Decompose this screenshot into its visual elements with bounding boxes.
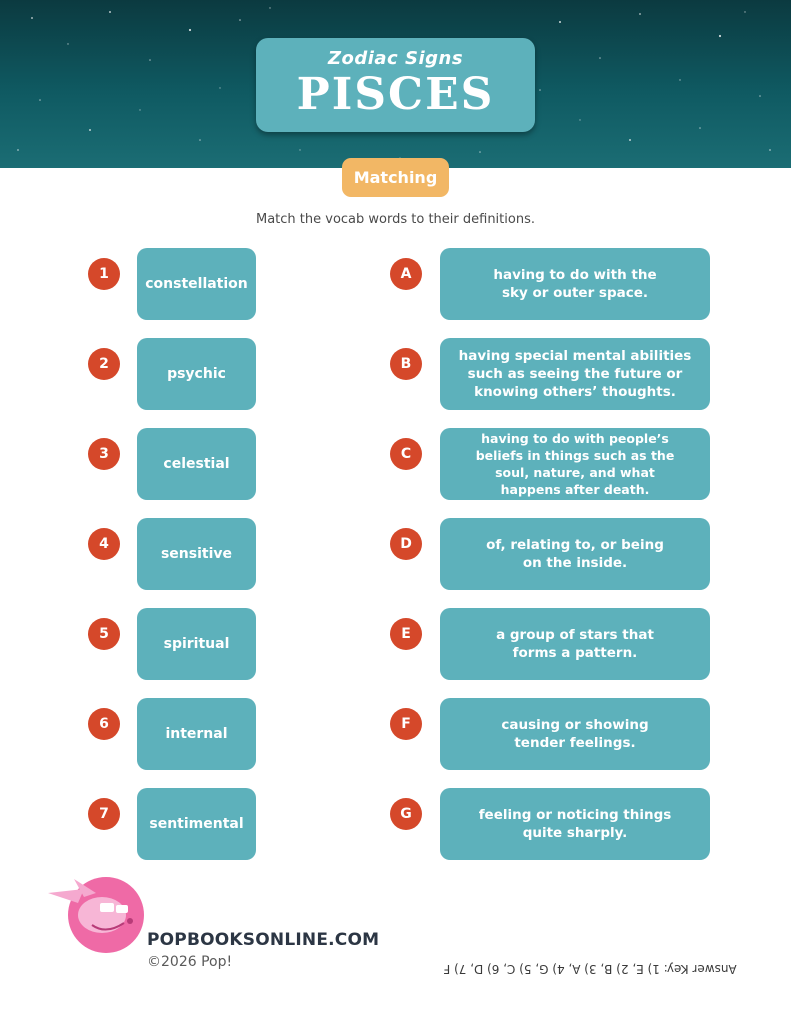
number-badge: 6: [88, 708, 120, 740]
definition-card: [440, 698, 710, 770]
definition-card: [440, 608, 710, 680]
instructions-text: Match the vocab words to their definitions.: [256, 212, 535, 227]
title-card: [256, 38, 535, 132]
copyright-text: ©2026 Pop!: [147, 954, 233, 970]
definition-text: causing or showing tender feelings.: [501, 717, 649, 751]
vocab-word-card: [137, 428, 256, 500]
vocab-word-card: [137, 338, 256, 410]
kangaroo-mascot-icon: [44, 873, 148, 955]
vocab-word: psychic: [167, 366, 226, 382]
vocab-word: constellation: [145, 276, 248, 292]
definition-text: having to do with people’s beliefs in things such as the soul, nature, and what happens after death.: [475, 431, 675, 497]
vocab-word: internal: [165, 726, 228, 742]
vocab-word: sentimental: [149, 816, 244, 832]
definition-card: [440, 338, 710, 410]
number-badge: 4: [88, 528, 120, 560]
letter-badge: B: [390, 348, 422, 380]
vocab-word-card: [137, 608, 256, 680]
letter-badge: E: [390, 618, 422, 650]
definition-text: a group of stars that forms a pattern.: [496, 627, 654, 661]
letter-badge: A: [390, 258, 422, 290]
number-badge: 5: [88, 618, 120, 650]
number-badge: 1: [88, 258, 120, 290]
title-subtitle: Zodiac Signs: [327, 48, 464, 69]
letter-badge: F: [390, 708, 422, 740]
letter-badge: G: [390, 798, 422, 830]
definition-card: [440, 248, 710, 320]
vocab-word: spiritual: [163, 636, 230, 652]
vocab-word-card: [137, 698, 256, 770]
section-tag: Matching: [342, 158, 449, 197]
definition-card: [440, 788, 710, 860]
vocab-word-card: [137, 248, 256, 320]
vocab-word: sensitive: [160, 546, 233, 562]
letter-badge: D: [390, 528, 422, 560]
definition-text: having to do with the sky or outer space.: [493, 267, 657, 301]
number-badge: 7: [88, 798, 120, 830]
page-title: PISCES: [296, 69, 495, 120]
definition-card: [440, 518, 710, 590]
letter-badge: C: [390, 438, 422, 470]
answer-key-upside-down: Answer Key: 1) E, 2) B, 3) A, 4) G, 5) C, 6) D, 7) F: [443, 962, 737, 976]
vocab-word-card: [137, 518, 256, 590]
definition-text: feeling or noticing things quite sharply.: [478, 807, 672, 841]
definition-card: [440, 428, 710, 500]
definition-text: of, relating to, or being on the inside.: [486, 537, 664, 571]
number-badge: 3: [88, 438, 120, 470]
starry-sky-header: [0, 0, 791, 168]
vocab-word-card: [137, 788, 256, 860]
brand-name: POPBOOKSONLINE.COM: [147, 930, 380, 950]
definition-text: having special mental abilities such as seeing the future or knowing others’ thoughts.: [458, 348, 692, 400]
vocab-word: celestial: [163, 456, 230, 472]
number-badge: 2: [88, 348, 120, 380]
